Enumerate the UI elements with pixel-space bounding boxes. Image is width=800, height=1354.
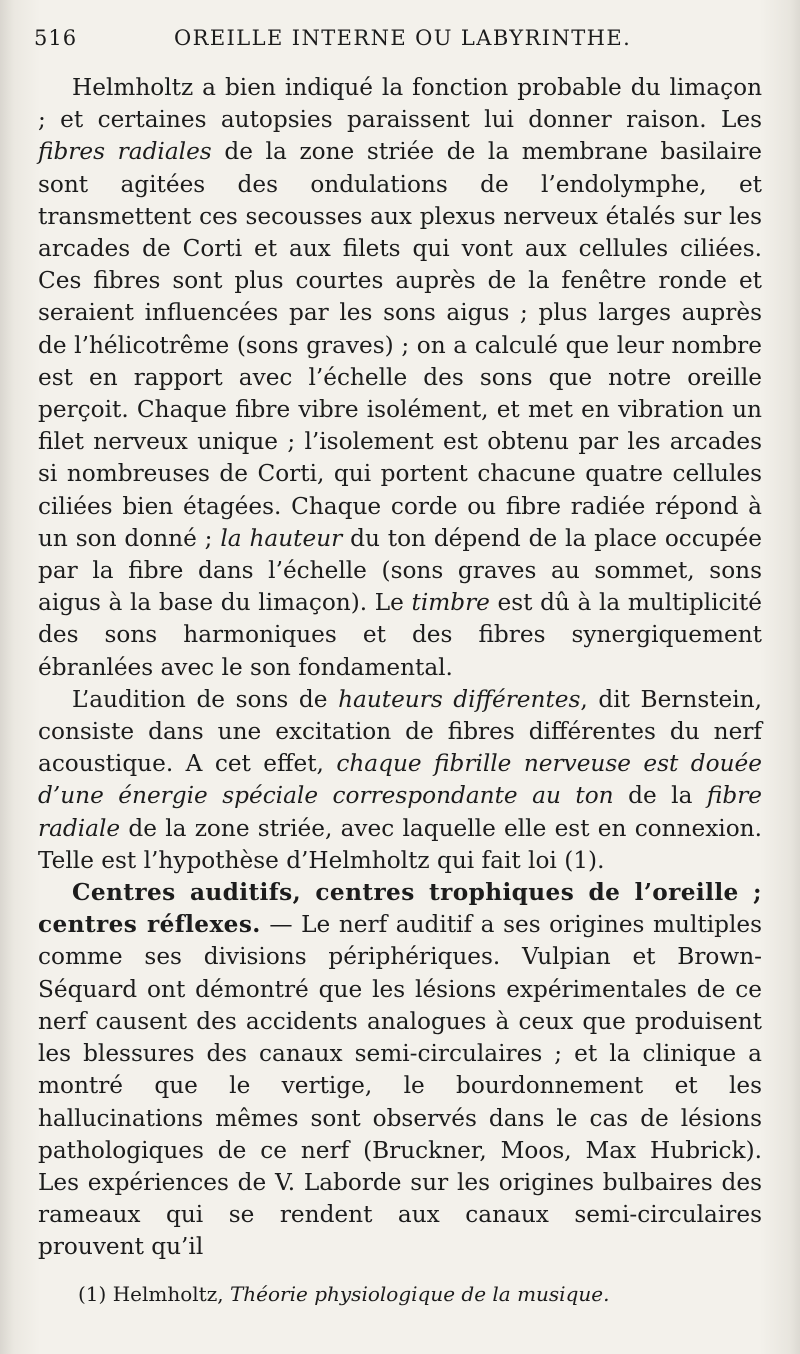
page-number: 516 [34, 26, 78, 50]
text-run: — Le nerf auditif a ses origines multiples comme ses divisions périphériques. Vulpian et Brown-Séquard ont démontré que les lésions expérimentales de ce nerf causent des accidents analogues à ceux que produisent les blessures des canaux semi-circulaires ; et la clinique a montré que le vertige, le bourdonnement et les hallucinations mêmes sont observés dans le cas de lésions pathologiques de ce nerf (Bruckner, Moos, Max Hubrick). Les expériences de V. Laborde sur les origines bulbaires des rameaux qui se rendent aux canaux semi-circulaires prouvent qu’il [38, 911, 762, 1261]
body-text [38, 72, 762, 1264]
italic-term: fibres radiales [38, 138, 212, 166]
text-run: de la zone striée de la membrane basilaire sont agitées des ondulations de l’endolymphe, et transmettent ces secousses aux plexus nerveux étalés sur les arcades de Corti et aux filets qui vont aux cellules ciliées. Ces fibres sont plus courtes auprès de la fenêtre ronde et seraient influencées par les sons aigus ; plus larges auprès de l’hélicotrême (sons graves) ; on a calculé que leur nombre est en rapport avec l’échelle des sons que notre oreille perçoit. Chaque fibre vibre isolément, et met en vibration un filet nerveux unique ; l’isolement est obtenu par les arcades si nombreuses de Corti, qui portent chacune quatre cellules ciliées bien étagées. Chaque corde ou fibre radiée répond à un son donné ; [38, 138, 763, 552]
text-run: du ton dépend de la place occupée par la fibre dans l’échelle (sons graves au sommet, sons aigus à la base du limaçon). Le [38, 524, 762, 617]
footnote-title: Théorie physiologique de la musique. [229, 1282, 610, 1306]
italic-term: la hauteur [220, 524, 343, 552]
text-run: de la zone striée, avec laquelle elle est en connexion. Telle est l’hypothèse d’Helmholtz qui fait loi (1). [38, 814, 762, 874]
italic-term: timbre [411, 589, 490, 617]
italic-term: fibre radiale [38, 782, 763, 842]
text-run: Helmholtz a bien indiqué la fonction probable du limaçon ; et certaines autopsies paraissent lui donner raison. Les [38, 74, 762, 134]
paragraph-centres-auditifs [38, 877, 762, 1263]
running-title: OREILLE INTERNE OU LABYRINTHE. [174, 26, 632, 50]
running-header [34, 26, 774, 62]
section-heading: Centres auditifs, centres trophiques de l’oreille ; centres réflexes. [38, 879, 762, 939]
italic-term: hauteurs différentes [338, 685, 581, 713]
paragraph-helmholtz [38, 72, 762, 684]
footnote [78, 1280, 758, 1308]
text-run: L’audition de sons de [72, 685, 339, 713]
text-run: , dit Bernstein, consiste dans une excitation de fibres différentes du nerf acoustique. A cet effet, [38, 685, 762, 778]
paragraph-bernstein [38, 684, 762, 877]
footnote-author: Helmholtz, [106, 1282, 230, 1306]
italic-term: chaque fibrille nerveuse est douée d’une énergie spéciale correspondante au ton [38, 750, 762, 810]
footnote-marker: (1) [78, 1282, 107, 1306]
text-run: est dû à la multiplicité des sons harmoniques et des fibres synergiquement ébranlées avec le son fondamental. [38, 589, 763, 681]
text-run: de la [613, 782, 707, 810]
